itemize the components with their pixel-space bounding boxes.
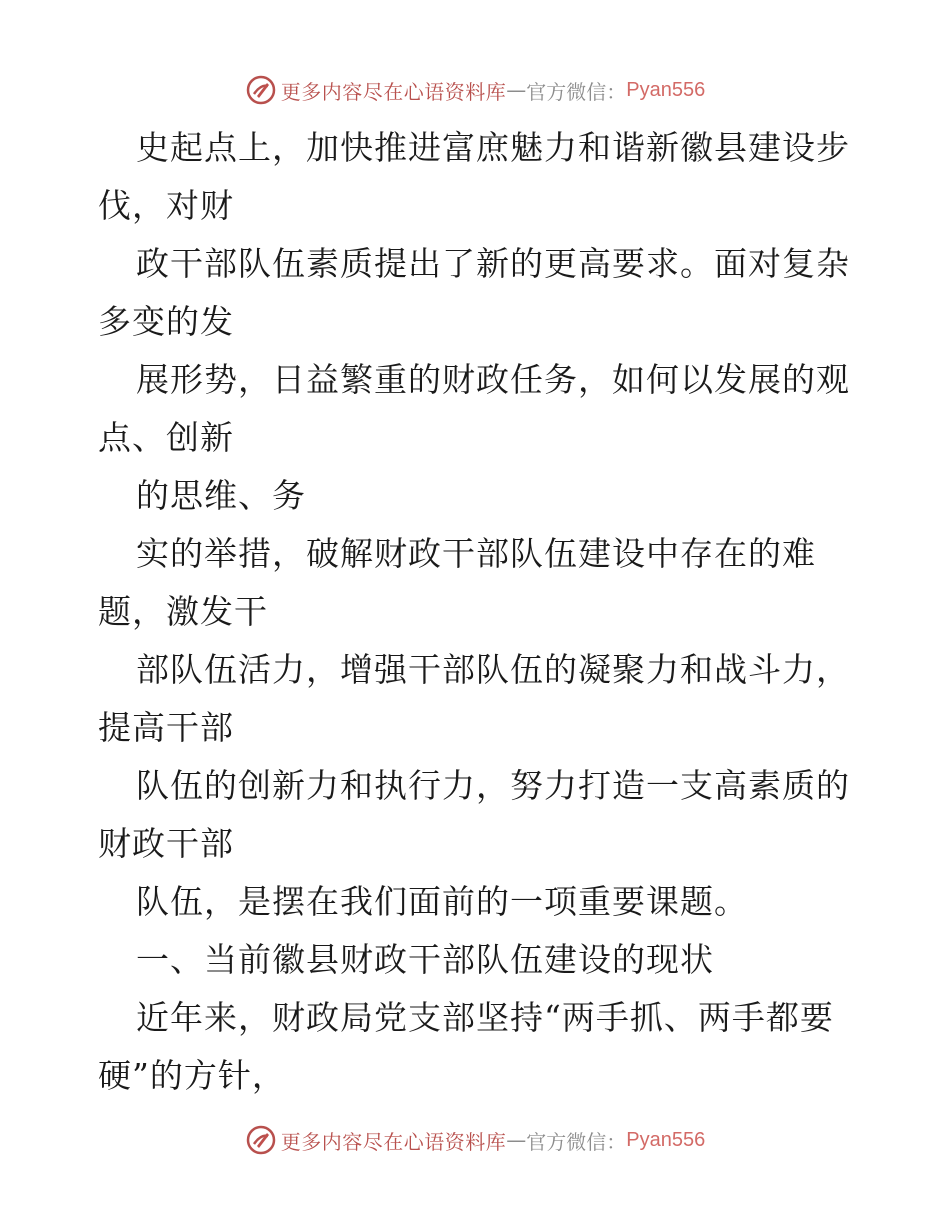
body-line: 伐，对财 [98,186,234,225]
body-line: 的思维、务 [136,476,306,515]
banner-title: 更多内容尽在心语资料库 [280,1129,507,1154]
banner-wechat-id: Pyan556 [626,78,706,101]
body-line: 政干部队伍素质提出了新的更高要求。面对复杂 [136,244,850,283]
body-line: 队伍，是摆在我们面前的一项重要课题。 [136,882,748,921]
banner-separator: — [506,78,527,102]
body-line: 硬”的方针， [98,1056,286,1095]
footer-banner [0,1120,950,1160]
body-line: 部队伍活力，增强干部队伍的凝聚力和战斗力， [136,650,850,689]
body-line: 财政干部 [98,824,234,863]
body-line: 题，激发干 [98,592,268,631]
book-pen-logo-icon [245,1124,277,1156]
section-heading: 一、当前徽县财政干部队伍建设的现状 [136,940,714,979]
banner-wechat-label: 官方微信： [526,79,627,104]
body-line: 展形势，日益繁重的财政任务，如何以发展的观 [136,360,850,399]
body-line: 提高干部 [98,708,234,747]
banner-title: 更多内容尽在心语资料库 [280,79,507,104]
body-line: 实的举措，破解财政干部队伍建设中存在的难 [136,534,816,573]
banner-separator: — [506,1128,527,1152]
body-line: 多变的发 [98,302,234,341]
banner-wechat-id: Pyan556 [626,1128,706,1151]
banner-wechat-label: 官方微信： [526,1129,627,1154]
body-line: 点、创新 [98,418,234,457]
body-line: 近年来，财政局党支部坚持“两手抓、两手都要 [136,998,834,1037]
body-line: 史起点上，加快推进富庶魅力和谐新徽县建设步 [136,128,850,167]
body-line: 队伍的创新力和执行力，努力打造一支高素质的 [136,766,850,805]
